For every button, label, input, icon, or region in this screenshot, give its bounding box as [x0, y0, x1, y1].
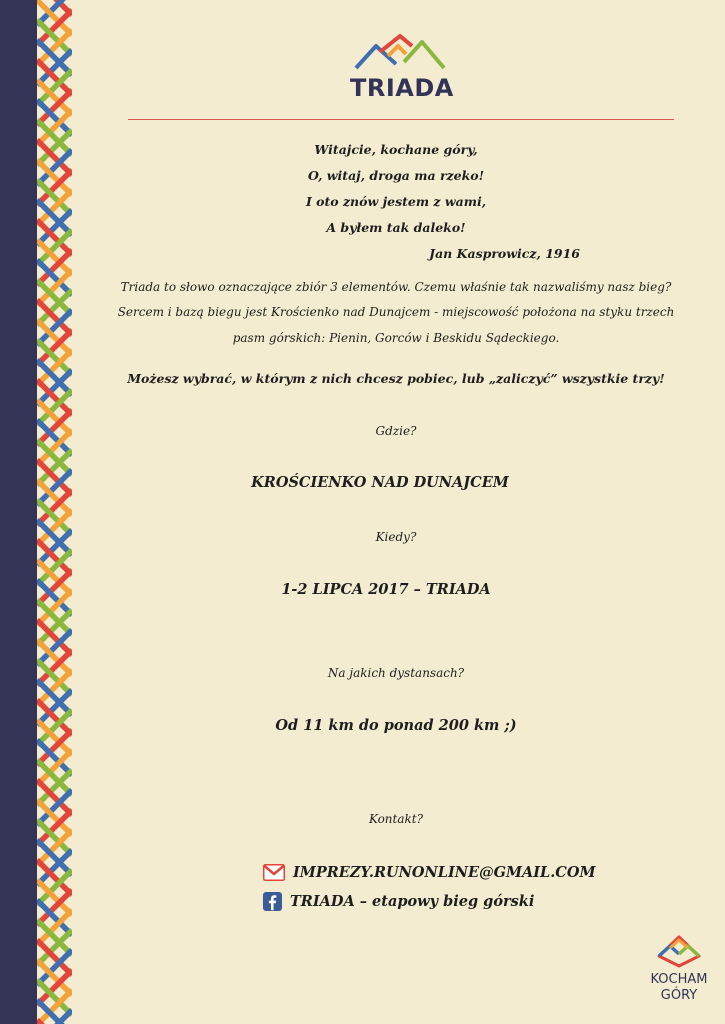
poem-line: Witajcie, kochane góry,: [314, 142, 478, 157]
gmail-icon: [263, 864, 285, 881]
contact-email-row[interactable]: [263, 861, 596, 883]
kocham-gory-logo: [648, 934, 710, 1014]
poem-line: I oto znów jestem z wami,: [305, 194, 487, 209]
where-answer: KROŚCIENKO NAD DUNAJCEM: [251, 474, 509, 491]
kocham-gory-text: [648, 972, 710, 1004]
description-line: Triada to słowo oznaczające zbiór 3 elementów. Czemu właśnie tak nazwaliśmy nasz bieg?: [120, 280, 672, 294]
poem-author: Jan Kasprowicz, 1916: [429, 246, 580, 261]
contact-email[interactable]: IMPREZY.RUNONLINE@GMAIL.COM: [293, 863, 596, 881]
mountains-icon: [350, 32, 450, 72]
contact-facebook-row[interactable]: [263, 890, 534, 912]
header-divider: [128, 119, 674, 120]
poem-line: O, witaj, droga ma rzeko!: [307, 168, 485, 183]
logo-line: KOCHAM: [650, 972, 708, 987]
when-answer: 1-2 LIPCA 2017 – TRIADA: [281, 581, 491, 598]
triada-logo: [350, 32, 454, 104]
poem-line: A byłem tak daleko!: [326, 220, 466, 235]
description-highlight: Możesz wybrać, w którym z nich chcesz pobiec, lub „zaliczyć” wszystkie trzy!: [127, 371, 665, 386]
side-strip: [0, 0, 37, 1024]
contact-facebook[interactable]: TRIADA – etapowy bieg górski: [290, 892, 535, 910]
mountains-icon: [656, 934, 702, 968]
distances-question: Na jakich dystansach?: [327, 666, 465, 680]
decorative-pattern: [37, 0, 72, 1024]
when-question: Kiedy?: [375, 530, 417, 544]
description-line: pasm górskich: Pienin, Gorców i Beskidu Sądeckiego.: [232, 331, 560, 345]
logo-line: GÓRY: [660, 988, 698, 1003]
description-line: Sercem i bazą biegu jest Krościenko nad Dunajcem - miejscowość położona na styku trzech: [117, 305, 675, 319]
distances-answer: Od 11 km do ponad 200 km ;): [275, 717, 517, 734]
logo-text: TRIADA: [350, 74, 454, 102]
facebook-icon: [263, 892, 282, 911]
where-question: Gdzie?: [375, 424, 417, 438]
contact-question: Kontakt?: [368, 812, 424, 826]
